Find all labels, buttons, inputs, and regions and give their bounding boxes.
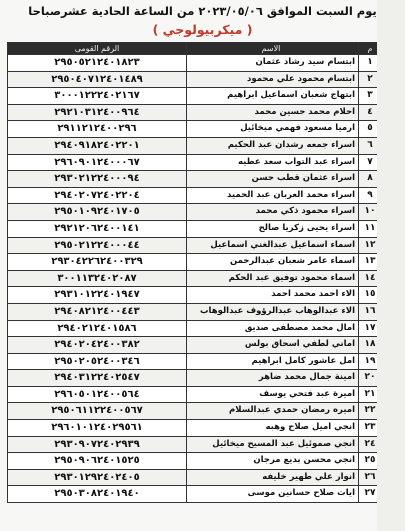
- column-header-number: م: [359, 43, 382, 55]
- student-name: ارميا مسعود فهمي ميخائيل: [187, 121, 359, 138]
- row-number: ١٦: [359, 303, 382, 320]
- national-id: ٢٩٥٠١٠٩٢٤٠١٧٠٥: [8, 204, 187, 221]
- row-number: ١٤: [359, 270, 382, 287]
- row-number: ١: [359, 55, 382, 72]
- national-id: ٢٩٥٠٢١٢٢٤٠٠٠٤٤: [8, 237, 187, 254]
- row-number: ١٨: [359, 337, 382, 354]
- student-name: اماني لطفي اسحاق بولس: [187, 337, 359, 354]
- national-id: ٢٩٣٠٩٠٧٢٤٠٢٩٣٩: [8, 436, 187, 453]
- row-number: ٢٣: [359, 420, 382, 437]
- national-id: ٢٩٥٠٤٠٧١٢٤٠١٤٨٩: [8, 71, 187, 88]
- national-id: ٢٩٢١٢٠٦٢٤٠٠١٤١: [8, 220, 187, 237]
- row-number: ١٢: [359, 237, 382, 254]
- student-name: الاء احمد محمد احمد: [187, 287, 359, 304]
- table-row: [8, 104, 382, 121]
- row-number: ٢٥: [359, 453, 382, 470]
- student-name: ابتسام سيد رشاد عثمان: [187, 55, 359, 72]
- national-id: ٢٩٥٠٣٠٨٢٤٠١٩٤٠: [8, 486, 187, 503]
- student-name: اميره رمضان حمدي عبدالسلام: [187, 403, 359, 420]
- table-row: [8, 386, 382, 403]
- row-number: ٣: [359, 88, 382, 105]
- national-id: ٢٩٤٠٩١٨٢٤٠٢٢٠١: [8, 137, 187, 154]
- row-number: ٢٠: [359, 370, 382, 387]
- row-number: ٥: [359, 121, 382, 138]
- national-id: ٢٩٤٠٣١٢٢٤٠٢٥٤٧: [8, 370, 187, 387]
- national-id: ٢٩٥٠٢٠٥٢٤٠٠٣٤٦: [8, 353, 187, 370]
- table-row: [8, 137, 382, 154]
- page-subtitle: ( ميكربيولوجي ): [152, 22, 253, 37]
- national-id: ٢٩٤٠٨٢١٢٤٠٠٤٤٣: [8, 303, 187, 320]
- national-id: ٢٩١١٢١٢٤٠٠٢٩٦: [8, 121, 187, 138]
- national-id: ٢٩٣١٠١٢٢٤٠١٩٤٧: [8, 287, 187, 304]
- page-title: يوم السبت الموافق ٢٠٢٣/٠٥/٠٦ من الساعة الحادية عشرصباحا: [28, 4, 377, 18]
- student-name: اميرة عبد فتحي يوسف: [187, 386, 359, 403]
- national-id: ٢٩٣٠٤٢٢٦٢٤٠٠٣٢٩: [8, 254, 187, 271]
- row-number: ٢٧: [359, 486, 382, 503]
- row-number: ٤: [359, 104, 382, 121]
- row-number: ٩: [359, 187, 382, 204]
- national-id: ٢٩٦٠١٠١٢٤٠٢٩٥٦١: [8, 420, 187, 437]
- national-id: ٣٠٠٠١٢٢٢٤٠٢١٦٧: [8, 88, 187, 105]
- row-number: ٦: [359, 137, 382, 154]
- table-row: [8, 486, 382, 503]
- row-number: ١٧: [359, 320, 382, 337]
- row-number: ٧: [359, 154, 382, 171]
- row-number: ٢٤: [359, 436, 382, 453]
- student-name: الاء عبدالوهاب عبدالرؤوف عبدالوهاب: [187, 303, 359, 320]
- table-row: [8, 287, 382, 304]
- national-id: ٢٩٥٠٦١١٢٢٤٠٠٥٦٧: [8, 403, 187, 420]
- row-number: ٢٢: [359, 403, 382, 420]
- student-name: اسماء عامر شعبان عبدالرحمن: [187, 254, 359, 271]
- row-number: ١٥: [359, 287, 382, 304]
- national-id: ٢٩٥٠٥٢١٢٤٠١٨٢٣: [8, 55, 187, 72]
- table-header-row: [8, 43, 382, 55]
- student-name: امل عاشور كامل ابراهيم: [187, 353, 359, 370]
- row-number: ٢١: [359, 386, 382, 403]
- student-name: اسراء عثمان قطب حسن: [187, 171, 359, 188]
- table-row: [8, 436, 382, 453]
- student-name: انوار علي طهير خليفه: [187, 469, 359, 486]
- column-header-national-id: الرقم القومى: [8, 43, 187, 55]
- student-name: امال محمد مصطفى صديق: [187, 320, 359, 337]
- table-row: [8, 320, 382, 337]
- student-table: [7, 42, 382, 503]
- row-number: ٨: [359, 171, 382, 188]
- national-id: ٢٩٣٠٢١٢٢٤٠٠٠٩٤: [8, 171, 187, 188]
- table-row: [8, 353, 382, 370]
- table-row: [8, 237, 382, 254]
- national-id: ٢٩٢١٠٣١٢٤٠٠٩٦٤: [8, 104, 187, 121]
- table-row: [8, 121, 382, 138]
- row-number: ١٩: [359, 353, 382, 370]
- table-row: [8, 254, 382, 271]
- student-name: اسراء محمد العربان عبد الحميد: [187, 187, 359, 204]
- student-name: اسراء جمعه رشدان عبد الحكيم: [187, 137, 359, 154]
- national-id: ٣٠٠١١٣٢٤٠٢٠٨٧: [8, 270, 187, 287]
- row-number: ٢٦: [359, 469, 382, 486]
- row-number: ١٠: [359, 204, 382, 221]
- column-header-name: الاسم: [187, 43, 359, 55]
- national-id: ٢٩٦٠٩٠١٢٤٠٠٠٦٧: [8, 154, 187, 171]
- table-row: [8, 187, 382, 204]
- student-name: اسماء محمود توفيق عبد الحكم: [187, 270, 359, 287]
- student-name: اسراء عبد التواب سعد عطيه: [187, 154, 359, 171]
- national-id: ٢٩٥٠٩٠٦٢٤٠١٥٢٥: [8, 453, 187, 470]
- national-id: ٢٩٦٠٥٠١٢٤٠٠٥٦٤: [8, 386, 187, 403]
- table-row: [8, 71, 382, 88]
- national-id: ٢٩٣٠١٢٩٢٤٠٢٤٠٥: [8, 469, 187, 486]
- table-row: [8, 270, 382, 287]
- student-name: ايات صلاح حسانين موسى: [187, 486, 359, 503]
- table-row: [8, 469, 382, 486]
- page-margin: [377, 0, 405, 531]
- student-name: انجي محسن بديع مرجان: [187, 453, 359, 470]
- table-row: [8, 453, 382, 470]
- student-name: اسراء يحيى زكريا صالح: [187, 220, 359, 237]
- student-name: انجي صموئيل عبد المسيح ميخائيل: [187, 436, 359, 453]
- student-name: اسماء اسماعيل عبدالغني اسماعيل: [187, 237, 359, 254]
- table-row: [8, 303, 382, 320]
- table-row: [8, 55, 382, 72]
- student-name: اسراء محمود ذكي محمد: [187, 204, 359, 221]
- table-row: [8, 403, 382, 420]
- table-row: [8, 171, 382, 188]
- national-id: ٢٩٤٠٢١٢٤٠١٥٨٦: [8, 320, 187, 337]
- row-number: ١٣: [359, 254, 382, 271]
- student-name: احلام محمد حسين محمد: [187, 104, 359, 121]
- table-row: [8, 370, 382, 387]
- table-row: [8, 337, 382, 354]
- student-name: ابتهاج شعبان اسماعيل ابراهيم: [187, 88, 359, 105]
- table-row: [8, 88, 382, 105]
- row-number: ٢: [359, 71, 382, 88]
- student-name: انجي اميل صلاح وهبه: [187, 420, 359, 437]
- student-name: ابتسام محمود علي محمود: [187, 71, 359, 88]
- student-name: امينة جمال محمد ضاهر: [187, 370, 359, 387]
- national-id: ٢٩٤٠٢٠٧٢٤٠٢٢٠٤: [8, 187, 187, 204]
- table-row: [8, 220, 382, 237]
- table-row: [8, 204, 382, 221]
- table-body: [8, 55, 382, 503]
- row-number: ١١: [359, 220, 382, 237]
- table-row: [8, 420, 382, 437]
- national-id: ٢٩٤٠٢٠٤٢٤٠٠٣٨٢: [8, 337, 187, 354]
- table-row: [8, 154, 382, 171]
